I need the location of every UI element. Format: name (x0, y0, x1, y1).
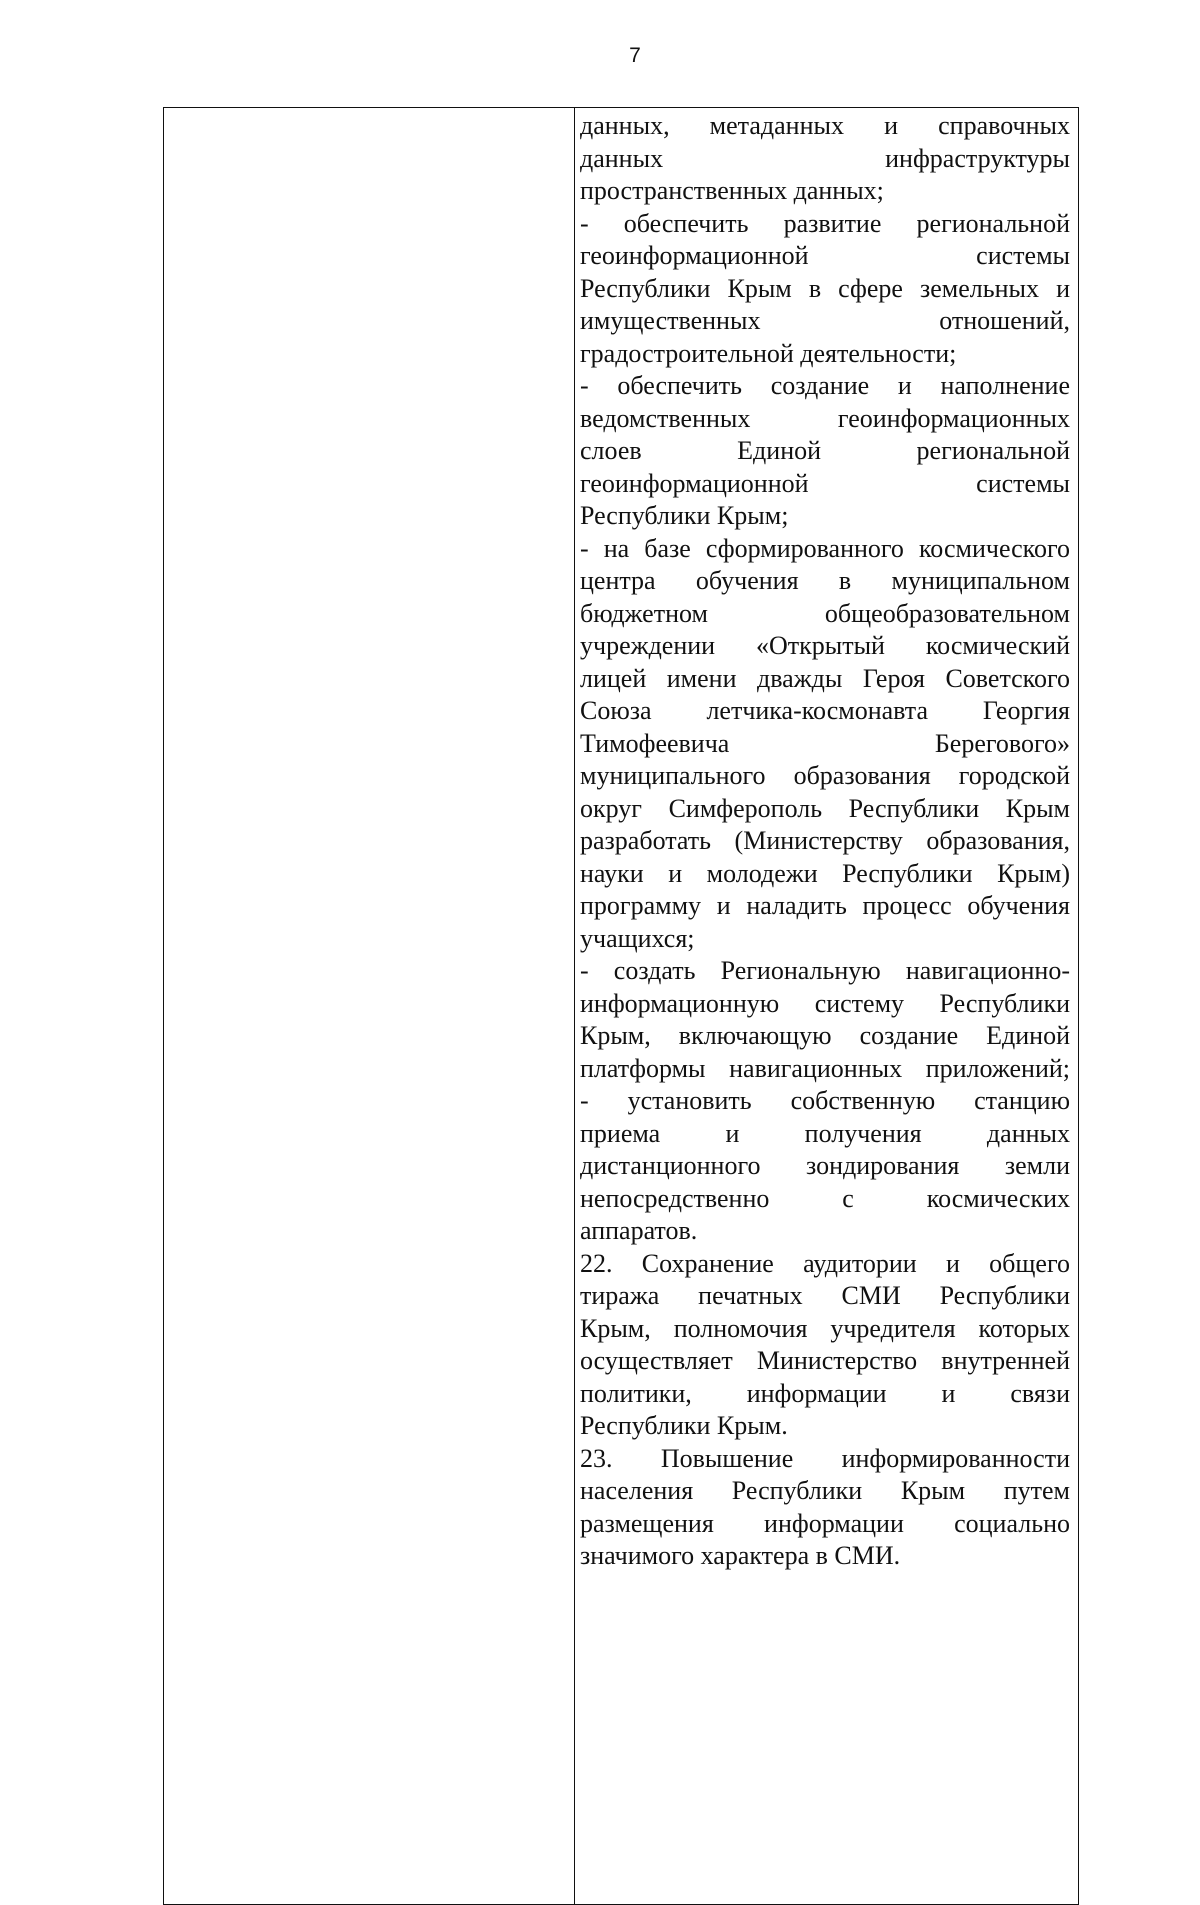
text-line: - обеспечить развитие региональной (580, 208, 1070, 238)
text-line: - на базе сформированного космического (580, 533, 1070, 563)
text-line: данных, метаданных и справочных (580, 111, 1070, 140)
text-line: политики, информации и связи (580, 1378, 1070, 1408)
text-line: населения Республики Крым путем (580, 1476, 1070, 1505)
text-line: информационную систему Республики (580, 988, 1070, 1018)
text-line: слоев Единой региональной (580, 436, 1070, 465)
text-line: тиража печатных СМИ Республики (580, 1281, 1070, 1310)
text-line: разработать (Министерству образования, (580, 826, 1070, 855)
text-line: осуществляет Министерство внутренней (580, 1346, 1070, 1375)
text-line: Республики Крым в сфере земельных и (580, 273, 1070, 303)
text-line: приема и получения данных (580, 1118, 1070, 1148)
text-line: платформы навигационных приложений; (580, 1053, 1070, 1083)
text-line: муниципального образования городской (580, 761, 1070, 790)
text-line: программу и наладить процесс обучения (580, 891, 1070, 920)
text-line: бюджетном общеобразовательном (580, 598, 1070, 628)
text-line: аппаратов. (580, 1216, 698, 1245)
text-line: 23. Повышение информированности (580, 1443, 1070, 1473)
document-table (163, 107, 1079, 1905)
text-line: округ Симферополь Республики Крым (580, 793, 1070, 823)
text-line: учреждении «Открытый космический (580, 631, 1070, 660)
text-line: градостроительной деятельности; (580, 338, 957, 368)
text-line: геоинформационной системы (580, 241, 1070, 270)
text-line: - создать Региональную навигационно- (580, 956, 1070, 985)
text-line: геоинформационной системы (580, 468, 1070, 498)
text-line: данных инфраструктуры (580, 143, 1070, 173)
text-line: 22. Сохранение аудитории и общего (580, 1248, 1070, 1278)
text-line: дистанционного зондирования земли (580, 1151, 1070, 1180)
text-line: Республики Крым. (580, 1411, 788, 1440)
text-line: размещения информации социально (580, 1508, 1070, 1538)
text-line: центра обучения в муниципальном (580, 566, 1070, 595)
table-cell-left (164, 108, 575, 1904)
table-cell-right (575, 108, 1078, 1904)
text-line: лицей имени дважды Героя Советского (580, 663, 1070, 693)
text-line: непосредственно с космических (580, 1183, 1070, 1213)
text-line: Тимофеевича Берегового» (580, 728, 1070, 758)
text-line: учащихся; (580, 923, 695, 953)
text-line: Союза летчика-космонавта Георгия (580, 696, 1070, 725)
text-line: пространственных данных; (580, 176, 884, 205)
text-line: - установить собственную станцию (580, 1086, 1070, 1115)
text-line: значимого характера в СМИ. (580, 1541, 901, 1570)
page-number: 7 (629, 44, 641, 67)
text-line: имущественных отношений, (580, 306, 1070, 335)
text-line: науки и молодежи Республики Крым) (580, 858, 1070, 888)
text-line: ведомственных геоинформационных (580, 403, 1070, 433)
text-line: - обеспечить создание и наполнение (580, 371, 1070, 400)
text-line: Республики Крым; (580, 501, 789, 530)
text-line: Крым, включающую создание Единой (580, 1021, 1070, 1050)
text-line: Крым, полномочия учредителя которых (580, 1313, 1070, 1343)
